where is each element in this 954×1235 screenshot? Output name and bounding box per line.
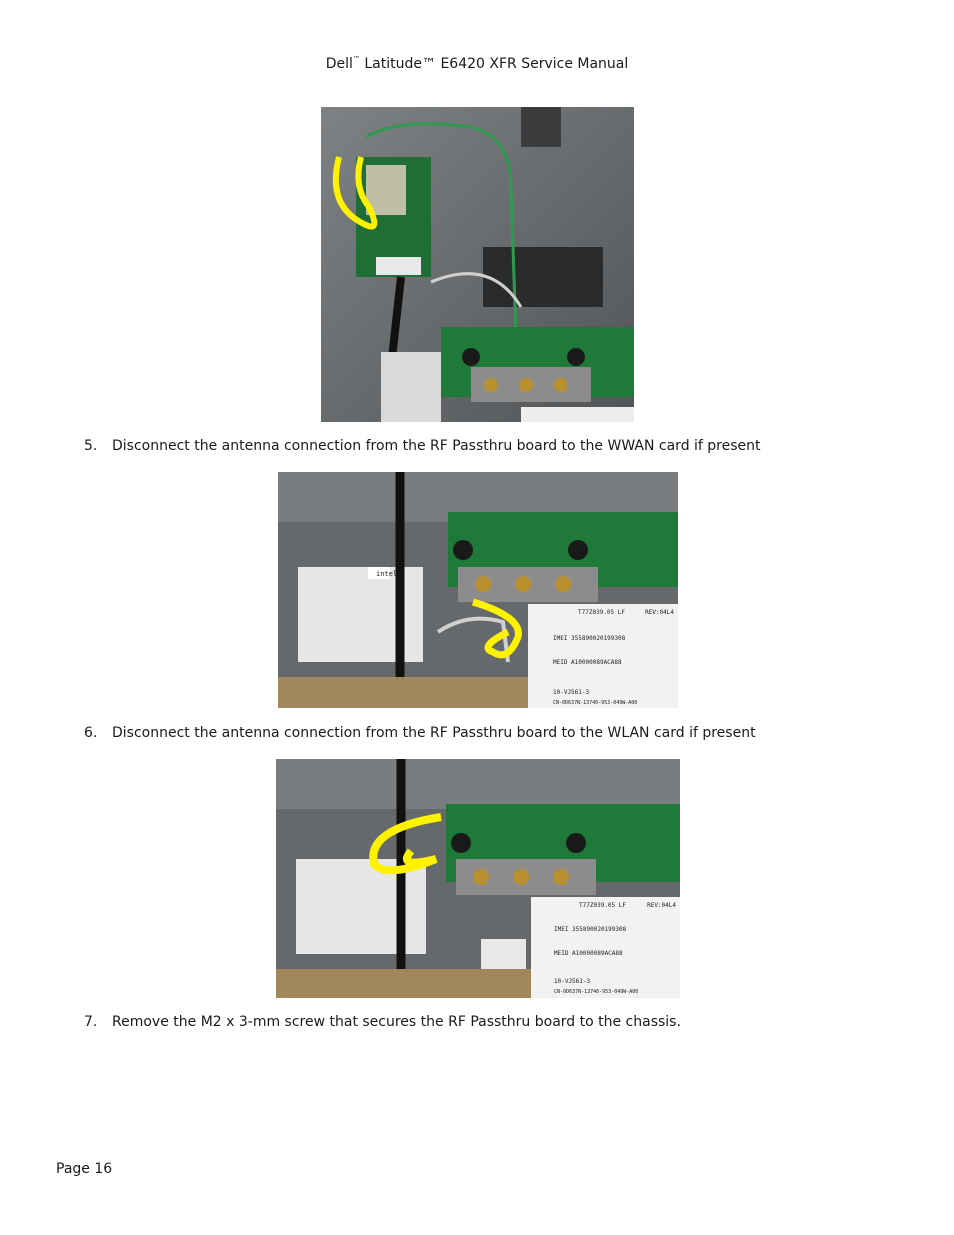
step-5	[84, 438, 761, 454]
page-header	[0, 55, 954, 72]
photo-rf-passthru-overview	[321, 107, 634, 422]
wwan-rev-text: REV:04L4	[647, 902, 676, 909]
wwan-part-text: T77Z039.05 LF	[578, 609, 625, 616]
wwan-part-text: T77Z039.05 LF	[579, 902, 626, 909]
step-text: Disconnect the antenna connection from the RF Passthru board to the WLAN card if present	[112, 725, 756, 741]
wwan-cn-text: CN-0D637N-13740-953-049W-A00	[553, 700, 638, 706]
wwan-meid-text: MEID A10000089ACA88	[553, 659, 622, 666]
wwan-imei-text: IMEI 355890020199308	[553, 635, 626, 642]
step-6	[84, 725, 756, 741]
step-number: 6.	[84, 725, 98, 741]
photo-wwan-antenna	[278, 472, 678, 708]
header-title: Latitude™ E6420 XFR Service Manual	[364, 56, 629, 72]
step-text: Disconnect the antenna connection from the RF Passthru board to the WWAN card if present	[112, 438, 761, 454]
wwan-rev-text: REV:04L4	[645, 609, 674, 616]
wwan-code-text: 10-VJ561-3	[553, 689, 590, 696]
wlan-brand-text: intel	[376, 570, 398, 578]
page-number: Page 16	[56, 1161, 113, 1177]
trademark-mark: ™	[352, 55, 360, 63]
photo-wlan-antenna	[276, 759, 680, 998]
step-number: 7.	[84, 1014, 98, 1030]
wwan-code-text: 10-VJ561-3	[554, 978, 591, 985]
wwan-imei-text: IMEI 355890020199308	[554, 926, 627, 933]
step-number: 5.	[84, 438, 98, 454]
wwan-meid-text: MEID A10000089ACA88	[554, 950, 623, 957]
step-text: Remove the M2 x 3-mm screw that secures the RF Passthru board to the chassis.	[112, 1014, 681, 1030]
step-7	[84, 1014, 681, 1030]
header-brand: Dell	[325, 56, 353, 72]
wwan-cn-text: CN-0D637N-13740-953-049W-A00	[554, 989, 639, 995]
